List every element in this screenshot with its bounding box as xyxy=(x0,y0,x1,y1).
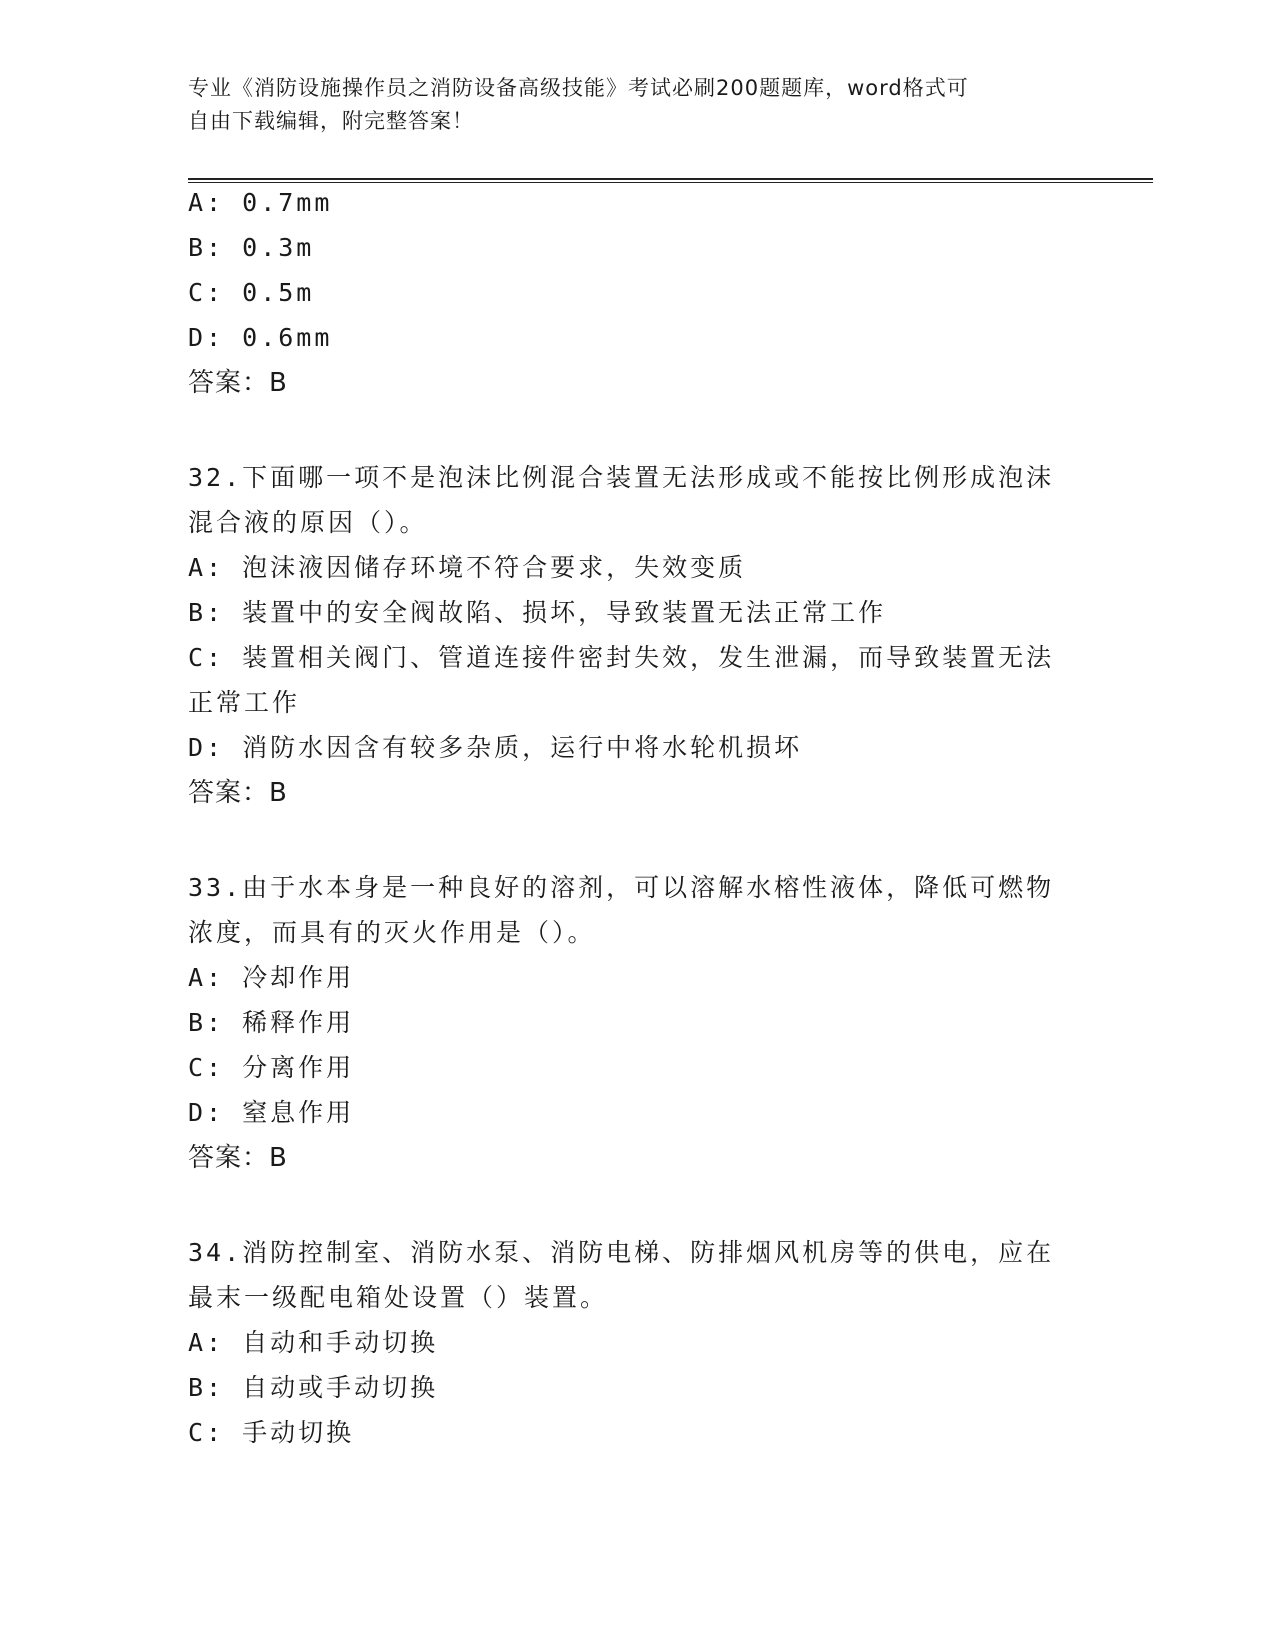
q33-stem-line-1: 33.由于水本身是一种良好的溶剂，可以溶解水榕性液体，降低可燃物 xyxy=(188,873,1055,902)
q34-option-b: B: 自动或手动切换 xyxy=(188,1373,439,1402)
q32-stem-line-1: 32.下面哪一项不是泡沫比例混合装置无法形成或不能按比例形成泡沫 xyxy=(188,463,1055,492)
q32-option-d: D: 消防水因含有较多杂质，运行中将水轮机损坏 xyxy=(188,733,803,762)
q34-stem-line-2: 最末一级配电箱处设置（）装置。 xyxy=(188,1283,609,1312)
q31-option-a: A: 0.7mm xyxy=(188,188,333,217)
q31-answer: 答案：B xyxy=(188,368,288,398)
q32-option-c-line-2: 正常工作 xyxy=(188,688,301,717)
q33-option-c: C: 分离作用 xyxy=(188,1053,355,1082)
q34-option-c: C: 手动切换 xyxy=(188,1418,355,1447)
q33-option-a: A: 冷却作用 xyxy=(188,963,355,992)
q31-option-b: B: 0.3m xyxy=(188,233,315,262)
q34-option-a: A: 自动和手动切换 xyxy=(188,1328,439,1357)
q32-answer: 答案：B xyxy=(188,778,288,808)
header-line-2: 自由下载编辑，附完整答案！ xyxy=(188,109,474,133)
q32-option-c-line-1: C: 装置相关阀门、管道连接件密封失效，发生泄漏，而导致装置无法 xyxy=(188,643,1055,672)
q33-answer: 答案：B xyxy=(188,1143,288,1173)
q32-stem-line-2: 混合液的原因（）。 xyxy=(188,508,428,537)
header-divider xyxy=(188,178,1153,183)
q31-option-c: C: 0.5m xyxy=(188,278,315,307)
document-header xyxy=(188,72,1068,138)
q33-option-b: B: 稀释作用 xyxy=(188,1008,355,1037)
q31-option-d: D: 0.6mm xyxy=(188,323,333,352)
q33-stem-line-2: 浓度，而具有的灭火作用是（）。 xyxy=(188,918,596,947)
q33-option-d: D: 窒息作用 xyxy=(188,1098,355,1127)
q34-stem-line-1: 34.消防控制室、消防水泵、消防电梯、防排烟风机房等的供电，应在 xyxy=(188,1238,1055,1267)
header-line-1: 专业《消防设施操作员之消防设备高级技能》考试必刷200题题库，word格式可 xyxy=(188,76,969,100)
q32-option-b: B: 装置中的安全阀故陷、损坏，导致装置无法正常工作 xyxy=(188,598,887,627)
q32-option-a: A: 泡沫液因储存环境不符合要求，失效变质 xyxy=(188,553,747,582)
